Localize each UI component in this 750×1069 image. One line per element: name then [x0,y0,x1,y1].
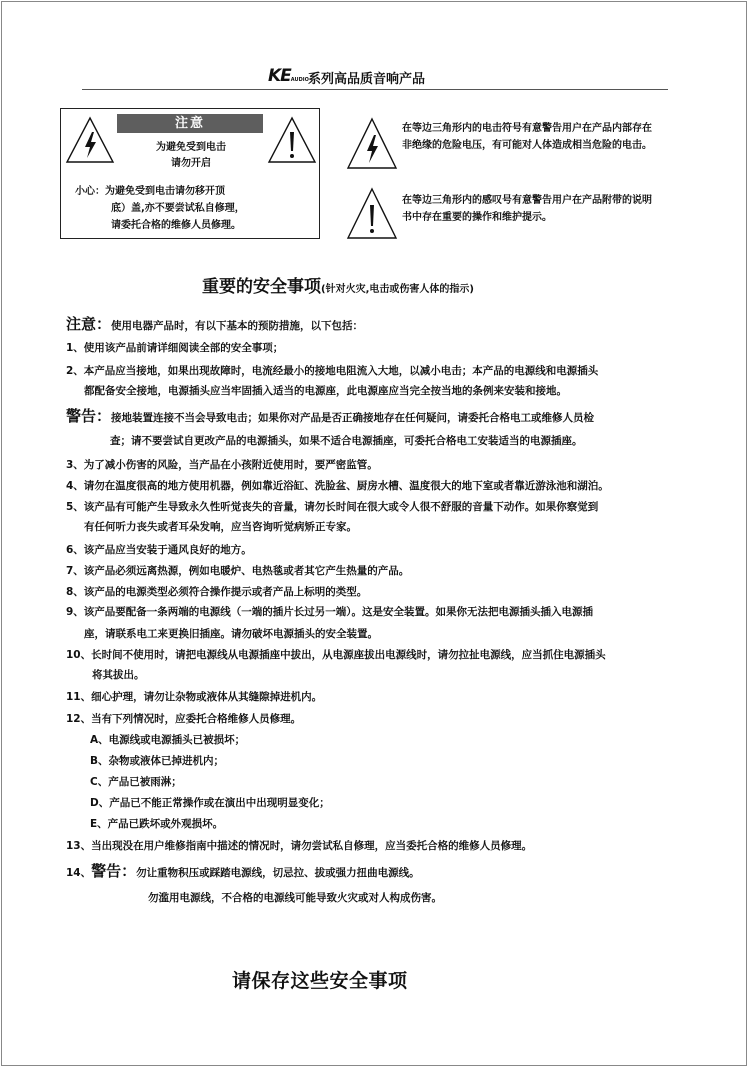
item-5-line2: 有任何听力丧失或者耳朵发响，应当咨询听觉病矫正专家。 [84,521,357,533]
item-1: 1、使用该产品前请详细阅读全部的安全事项； [66,342,284,354]
item-9-line2: 座，请联系电工来更换旧插座。请勿破坏电源插头的安全装置。 [84,628,378,640]
item-12-b: B、杂物或液体已掉进机内； [90,755,225,767]
note-label: 注意： [66,315,112,333]
warning-line2: 查；请不要尝试自更改产品的电源插头，如果不适合电源插座，可委托合格电工安装适当的电源插座。 [110,435,583,447]
lightning-symbol-row [346,116,696,176]
exclamation-desc-line1: 在等边三角形内的感叹号有意警告用户在产品附带的说明 [402,195,652,206]
caution-banner: 注意 [117,114,263,133]
lightning-desc-line2: 非绝缘的危险电压，有可能对人体造成相当危险的电击。 [402,140,652,151]
page-subtitle: (针对火灾,电击或伤害人体的指示) [321,284,474,295]
brand-logo: KEAUDIO [268,66,309,86]
header-rule [82,89,668,90]
footer-title: 请保存这些安全事项 [232,970,408,992]
item-10-line1: 10、长时间不使用时，请把电源线从电源插座中拔出，从电源座拔出电源线时，请勿拉扯电源线，应当抓住电源插头 [66,649,606,661]
item-4: 4、请勿在温度很高的地方使用机器，例如靠近浴缸、洗脸盆、厨房水槽、温度很大的地下室或者靠近游泳池和湖泊。 [66,480,609,492]
lightning-desc-line1: 在等边三角形内的电击符号有意警告用户在产品内部存在 [402,123,652,134]
exclamation-symbol-icon [346,186,398,242]
note-line: 注意：使用电器产品时，有以下基本的预防措施，以下包括： [66,315,364,333]
item-8: 8、该产品的电源类型必须符合操作提示或者产品上标明的类型。 [66,586,368,598]
exclamation-symbol-row [346,186,696,246]
item-12-d: D、产品已不能正常操作或在演出中出现明显变化； [90,797,330,809]
warning-label: 警告： [66,407,112,425]
item-13: 13、当出现没在用户维修指南中描述的情况时，请勿尝试私自修理，应当委托合格的维修人员修理。 [66,840,533,852]
lightning-symbol-icon [346,116,398,172]
item-12-e: E、产品已跌坏或外观损坏。 [90,818,224,830]
item-6: 6、该产品应当安装于通风良好的地方。 [66,544,252,556]
item-10-line2: 将其拔出。 [92,669,145,681]
item-14-line2: 勿滥用电源线，不合格的电源线可能导致火灾或对人构成伤害。 [148,892,442,904]
page-header [82,62,668,92]
item-11: 11、细心护理，请勿让杂物或液体从其缝隙掉进机内。 [66,691,323,703]
page-title: 重要的安全事项(针对火灾,电击或伤害人体的指示) [202,277,474,297]
item-7: 7、该产品必须远离热源，例如电暖炉、电热毯或者其它产生热量的产品。 [66,565,410,577]
item-9-line1: 9、该产品要配备一条两端的电源线（一端的插片长过另一端）。这是安全装置。如果你无法把电源插头插入电源插 [66,606,594,618]
item-5-line1: 5、该产品有可能产生导致永久性听觉丧失的音量，请勿长时间在很大或令人很不舒服的音量下动作。如果你察觉到 [66,501,599,513]
warning-line1: 警告：接地装置连接不当会导致电击；如果你对产品是否正确接地存在任何疑问，请委托合格电工或维修人员检 [66,407,595,425]
item-12: 12、当有下列情况时，应委托合格维修人员修理。 [66,713,302,725]
item-2-line2: 都配备安全接地，电源插头应当牢固插入适当的电源座，此电源座应当完全按当地的条例来安装和接地。 [84,385,567,397]
item-12-c: C、产品已被雨淋； [90,776,182,788]
caution-warning-text: 为避免受到电击 请勿开启 [156,142,226,169]
caution-box [60,108,320,239]
item-3: 3、为了减小伤害的风险，当产品在小孩附近使用时，要严密监管。 [66,459,378,471]
item-12-a: A、电源线或电源插头已被损坏； [90,734,246,746]
item-14-warning-label: 警告： [91,862,137,880]
series-text: 系列高品质音响产品 [308,72,426,87]
item-14-line1: 14、警告：勿让重物积压或踩踏电源线，切忌拉、拔或强力扭曲电源线。 [66,862,420,880]
item-2-line1: 2、本产品应当接地，如果出现故障时，电流经最小的接地电阻流入大地，以减小电击；本产品的电源线和电源插头 [66,365,599,377]
exclamation-desc-line2: 书中存在重要的操作和维护提示。 [402,212,552,223]
caution-note: 小心：为避免受到电击请勿移开顶 底）盖,亦不要尝试私自修理， 请委托合格的维修人员修理。 [75,186,245,231]
